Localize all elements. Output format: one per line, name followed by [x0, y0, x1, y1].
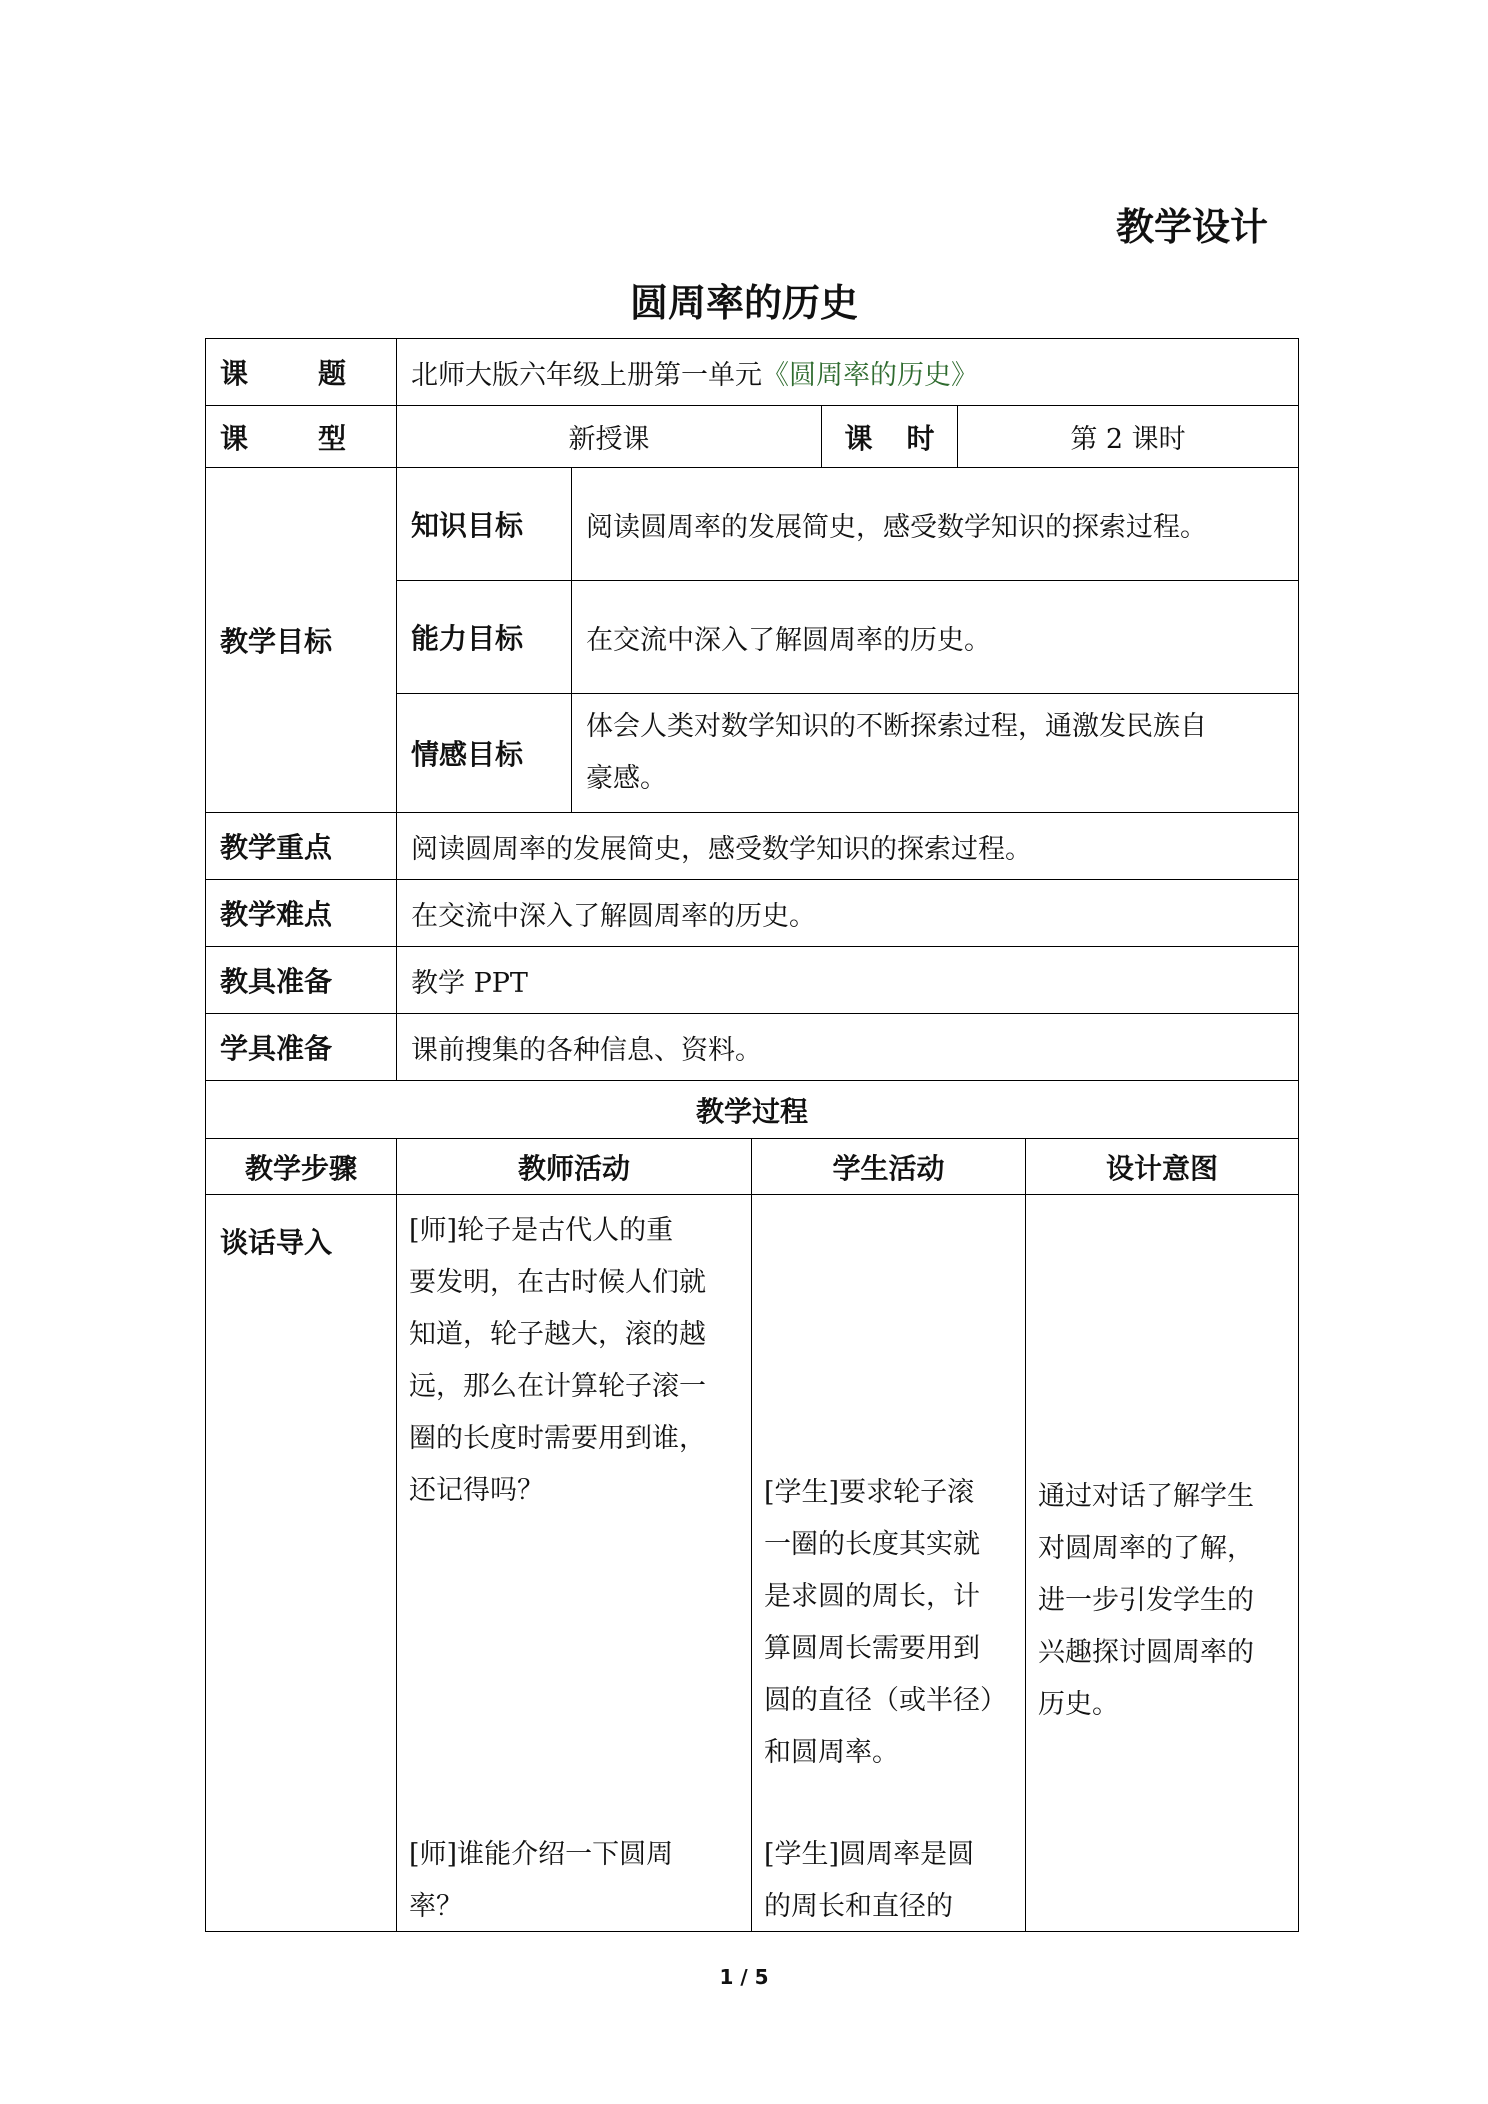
- emotion-goal-label: 情感目标: [397, 694, 572, 813]
- step-intro-label: 谈话导入: [206, 1195, 397, 1932]
- difficulty-value: 在交流中深入了解圆周率的历史。: [397, 880, 1299, 947]
- teacher-activity-cell: [397, 1195, 752, 1932]
- teacher-line: 率？: [409, 1891, 463, 1922]
- student-line: 是求圆的周长，计: [764, 1581, 980, 1612]
- goals-label: 教学目标: [206, 468, 397, 813]
- column-header-intent: 设计意图: [1026, 1139, 1299, 1195]
- key-point-label: 教学重点: [206, 813, 397, 880]
- teacher-line: 远，那么在计算轮子滚一: [409, 1371, 706, 1402]
- student-line: 和圆周率。: [764, 1737, 899, 1768]
- student-tools-label: 学具准备: [206, 1014, 397, 1081]
- knowledge-goal-label: 知识目标: [397, 468, 572, 581]
- topic-label: 课 题: [206, 339, 397, 406]
- student-line: [学生]圆周率是圆: [764, 1839, 975, 1870]
- key-point-value: 阅读圆周率的发展简史，感受数学知识的探索过程。: [397, 813, 1299, 880]
- teacher-line: 圈的长度时需要用到谁，: [409, 1423, 706, 1454]
- teacher-line: 还记得吗？: [409, 1475, 544, 1506]
- intent-line: 历史。: [1038, 1689, 1119, 1720]
- intent-line: 进一步引发学生的: [1038, 1585, 1254, 1616]
- column-header-teacher: 教师活动: [397, 1139, 752, 1195]
- teacher-line: [师]谁能介绍一下圆周: [409, 1839, 674, 1870]
- student-line: 算圆周长需要用到: [764, 1633, 980, 1664]
- student-line: 一圈的长度其实就: [764, 1529, 980, 1560]
- document-type-title: 教学设计: [1115, 205, 1268, 249]
- process-heading: 教学过程: [206, 1081, 1299, 1139]
- column-header-student: 学生活动: [752, 1139, 1026, 1195]
- ability-goal-value: 在交流中深入了解圆周率的历史。: [572, 581, 1299, 694]
- topic-name-link: 《圆周率的历史》: [762, 359, 978, 391]
- student-line: [学生]要求轮子滚: [764, 1477, 975, 1508]
- student-line: 圆的直径（或半径）: [764, 1685, 1007, 1716]
- intent-line: 通过对话了解学生: [1038, 1481, 1254, 1512]
- period-value: 第 2 课时: [958, 406, 1299, 468]
- topic-value: 北师大版六年级上册第一单元《圆周率的历史》: [397, 339, 1299, 406]
- teacher-tools-label: 教具准备: [206, 947, 397, 1014]
- student-line: 的周长和直径的: [764, 1891, 953, 1922]
- intent-line: 对圆周率的了解，: [1038, 1533, 1254, 1564]
- teacher-tools-value: 教学 PPT: [397, 947, 1299, 1014]
- student-activity-cell: [752, 1195, 1026, 1932]
- design-intent-cell: [1026, 1195, 1299, 1932]
- emotion-goal-value: 体会人类对数学知识的不断探索过程，通激发民族自 豪感。: [572, 694, 1299, 813]
- type-label: 课 型: [206, 406, 397, 468]
- teacher-line: [师]轮子是古代人的重: [409, 1215, 674, 1246]
- knowledge-goal-value: 阅读圆周率的发展简史，感受数学知识的探索过程。: [572, 468, 1299, 581]
- student-tools-value: 课前搜集的各种信息、资料。: [397, 1014, 1299, 1081]
- difficulty-label: 教学难点: [206, 880, 397, 947]
- type-value: 新授课: [397, 406, 822, 468]
- teacher-line: 要发明，在古时候人们就: [409, 1267, 706, 1298]
- page-number: 1 / 5: [719, 1965, 769, 1989]
- period-label: 课 时: [822, 406, 958, 468]
- ability-goal-label: 能力目标: [397, 581, 572, 694]
- column-header-step: 教学步骤: [206, 1139, 397, 1195]
- lesson-plan-table: [205, 338, 1299, 1932]
- intent-line: 兴趣探讨圆周率的: [1038, 1637, 1254, 1668]
- teacher-line: 知道，轮子越大，滚的越: [409, 1319, 706, 1350]
- lesson-title: 圆周率的历史: [629, 281, 858, 325]
